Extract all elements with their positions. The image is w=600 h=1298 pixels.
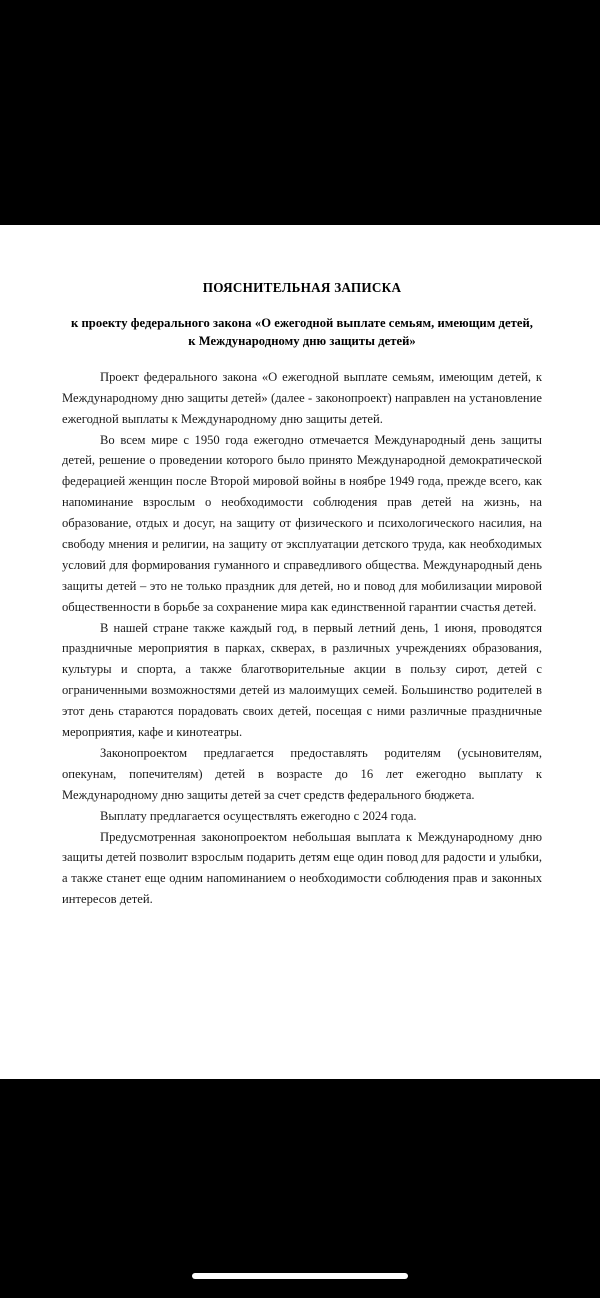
document-paragraph-4: Законопроектом предлагается предоставлять родителям (усыновителям, опекунам, попечителям) детей в возрасте до 16 лет ежегодно выплату к Международному дню защиты детей за счет средств федерального бюджета. (62, 745, 542, 802)
document-page-content (0, 225, 600, 910)
document-viewport[interactable] (0, 225, 600, 1079)
document-paragraph-3: В нашей стране также каждый год, в первый летний день, 1 июня, проводятся праздничные мероприятия в парках, скверах, в различных учреждениях образования, культуры и спорта, а также благотворительные акции в пользу сирот, детей с ограниченными возможностями детей из малоимущих семей. Большинство родителей в этот день стараются порадовать своих детей, посещая с ними различные праздничные мероприятия, кафе и кинотеатры. (62, 620, 542, 740)
document-page (0, 225, 600, 910)
document-paragraph-1: Проект федерального закона «О ежегодной выплате семьям, имеющим детей, к Международному дню защиты детей» (далее - законопроект) направлен на установление ежегодной выплаты к Международному дню защиты детей. (62, 369, 542, 426)
document-subtitle: к проекту федерального закона «О ежегодной выплате семьям, имеющим детей, к Международному дню защиты детей» (71, 316, 533, 349)
document-paragraph-6: Предусмотренная законопроектом небольшая выплата к Международному дню защиты детей позволит взрослым подарить детям еще один повод для радости и улыбки, а также станет еще одним напоминанием о необходимости соблюдения прав и законных интересов детей. (62, 829, 542, 907)
document-title: ПОЯСНИТЕЛЬНАЯ ЗАПИСКА (202, 280, 402, 295)
letterbox-top-bar (0, 0, 600, 225)
letterbox-bottom-bar (0, 1079, 600, 1298)
document-paragraph-2: Во всем мире с 1950 года ежегодно отмечается Международный день защиты детей, решение о проведении которого было принято Международной демократической федерацией женщин после Второй мировой войны в ноябре 1949 года, прежде всего, как напоминание взрослым о необходимости соблюдения прав детей на жизнь, на образование, отдых и досуг, на защиту от физического и психологического насилия, на свободу мнения и религии, на защиту от эксплуатации детского труда, как необходимых условий для формирования гуманного и справедливого общества. Международный день защиты детей – это не только праздник для детей, но и повод для мобилизации мировой общественности в борьбе за сохранение мира как единственной гарантии счастья детей. (62, 432, 542, 614)
document-paragraph-5: Выплату предлагается осуществлять ежегодно с 2024 года. (100, 808, 417, 823)
home-indicator[interactable] (192, 1273, 408, 1279)
